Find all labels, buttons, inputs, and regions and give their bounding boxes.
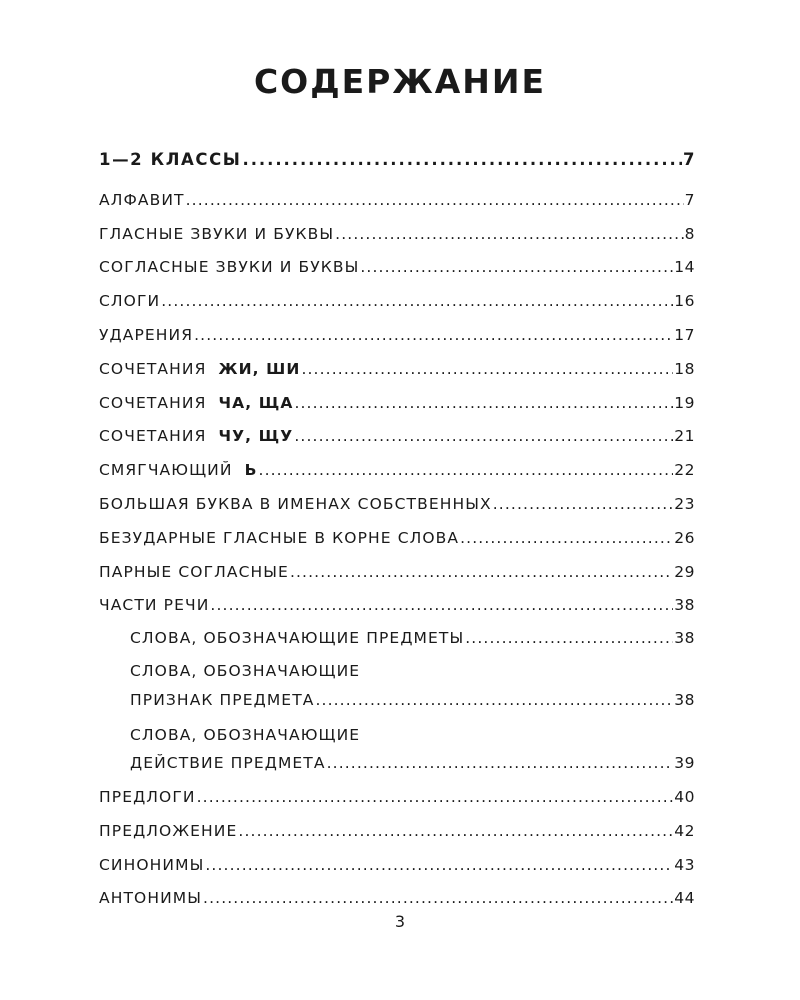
toc-entry[interactable] — [99, 595, 695, 615]
toc-entry-label: СМЯГЧАЮЩИЙ — [99, 461, 233, 479]
toc-entry[interactable] — [99, 325, 695, 345]
toc-leader — [194, 325, 673, 345]
toc-entry-page: 38 — [674, 691, 695, 709]
toc-section-page: 7 — [683, 150, 695, 169]
toc-entry-label: ПРИЗНАК ПРЕДМЕТА — [130, 691, 315, 709]
toc-entry-page: 43 — [674, 856, 695, 874]
toc-entry-label: ПРЕДЛОЖЕНИЕ — [99, 822, 238, 840]
toc-entry-label: БОЛЬШАЯ БУКВА В ИМЕНАХ СОБСТВЕННЫХ — [99, 495, 492, 513]
toc-entry[interactable] — [99, 190, 695, 210]
toc-entry-label: СЛОВА, ОБОЗНАЧАЮЩИЕ ПРЕДМЕТЫ — [130, 629, 465, 647]
toc-entry-page: 22 — [674, 461, 695, 479]
toc-leader — [238, 821, 673, 841]
toc-entry-label: УДАРЕНИЯ — [99, 326, 194, 344]
toc-sub-entry[interactable] — [130, 690, 695, 710]
toc-entry-label: СОЧЕТАНИЯ — [99, 394, 207, 412]
toc-entry-page: 38 — [674, 596, 695, 614]
toc-entry-page: 21 — [674, 427, 695, 445]
toc-entry[interactable] — [99, 528, 695, 548]
toc-entry-label: СЛОГИ — [99, 292, 161, 310]
toc-leader — [493, 494, 674, 514]
toc-entry[interactable] — [99, 224, 695, 244]
toc-entry-page: 7 — [684, 191, 695, 209]
toc-entry-page: 19 — [674, 394, 695, 412]
toc-entry-label: АНТОНИМЫ — [99, 889, 203, 907]
toc-entry-label: БЕЗУДАРНЫЕ ГЛАСНЫЕ В КОРНЕ СЛОВА — [99, 529, 460, 547]
toc-entry-label: АЛФАВИТ — [99, 191, 185, 209]
toc-leader — [161, 291, 673, 311]
toc-entry[interactable] — [99, 888, 695, 908]
toc-entry-label: СОГЛАСНЫЕ ЗВУКИ И БУКВЫ — [99, 258, 360, 276]
toc-entry[interactable] — [99, 393, 695, 413]
toc-entry-page: 17 — [674, 326, 695, 344]
toc-leader — [360, 257, 673, 277]
toc-entry[interactable] — [99, 787, 695, 807]
toc-entry-bold: Ь — [244, 461, 258, 479]
toc-entry[interactable] — [99, 359, 695, 379]
toc-leader — [315, 690, 673, 710]
toc-entry-page: 40 — [674, 788, 695, 806]
toc-entry-label: СОЧЕТАНИЯ — [99, 360, 207, 378]
toc-leader — [197, 787, 674, 807]
toc-sub-entry[interactable] — [130, 753, 695, 773]
toc-sub-entry[interactable] — [130, 628, 695, 648]
toc-entry-bold: ЧА, ЩА — [218, 394, 294, 412]
toc-entry-label: ПРЕДЛОГИ — [99, 788, 196, 806]
toc-sub-entry-line1: СЛОВА, ОБОЗНАЧАЮЩИЕ — [130, 662, 361, 680]
toc-entry-page: 38 — [674, 629, 695, 647]
toc-sub-entry-line1: СЛОВА, ОБОЗНАЧАЮЩИЕ — [130, 726, 361, 744]
page-number: 3 — [394, 912, 406, 931]
toc-entry-page: 39 — [674, 754, 695, 772]
toc-entry[interactable] — [99, 821, 695, 841]
toc-entry[interactable] — [99, 562, 695, 582]
toc-leader — [294, 426, 673, 446]
toc-entry-label: СОЧЕТАНИЯ — [99, 427, 207, 445]
toc-leader — [294, 393, 673, 413]
toc-entry-label: ПАРНЫЕ СОГЛАСНЫЕ — [99, 563, 289, 581]
toc-entry[interactable] — [99, 426, 695, 446]
toc-entry[interactable] — [99, 460, 695, 480]
toc-entry[interactable] — [99, 291, 695, 311]
toc-entry[interactable] — [99, 494, 695, 514]
toc-entry-page: 8 — [684, 225, 695, 243]
toc-entry-page: 29 — [674, 563, 695, 581]
toc-entry-label: ЧАСТИ РЕЧИ — [99, 596, 210, 614]
toc-entry-label: ДЕЙСТВИЕ ПРЕДМЕТА — [130, 754, 326, 772]
toc-entry-page: 26 — [674, 529, 695, 547]
toc-leader — [301, 359, 673, 379]
page-title: СОДЕРЖАНИЕ — [253, 62, 547, 101]
toc-entry[interactable] — [99, 257, 695, 277]
toc-leader — [335, 224, 683, 244]
toc-leader — [465, 628, 673, 648]
toc-leader — [259, 460, 674, 480]
toc-entry-bold: ЖИ, ШИ — [218, 360, 301, 378]
toc-entry-label: СИНОНИМЫ — [99, 856, 205, 874]
toc-entry[interactable] — [99, 855, 695, 875]
toc-leader — [460, 528, 673, 548]
toc-leader — [210, 595, 673, 615]
toc-section-row[interactable] — [99, 150, 695, 170]
toc-leader — [242, 150, 682, 170]
toc-leader — [205, 855, 673, 875]
toc-leader — [327, 753, 674, 773]
toc-leader — [186, 190, 684, 210]
toc-section-label: 1—2 КЛАССЫ — [99, 150, 242, 169]
toc-entry-page: 42 — [674, 822, 695, 840]
toc-entry-page: 44 — [674, 889, 695, 907]
toc-entry-page: 23 — [674, 495, 695, 513]
toc-entry-page: 14 — [674, 258, 695, 276]
toc-entry-bold: ЧУ, ЩУ — [218, 427, 294, 445]
toc-entry-page: 18 — [674, 360, 695, 378]
toc-entry-page: 16 — [674, 292, 695, 310]
toc-entry-label: ГЛАСНЫЕ ЗВУКИ И БУКВЫ — [99, 225, 335, 243]
toc-leader — [203, 888, 673, 908]
toc-leader — [290, 562, 673, 582]
